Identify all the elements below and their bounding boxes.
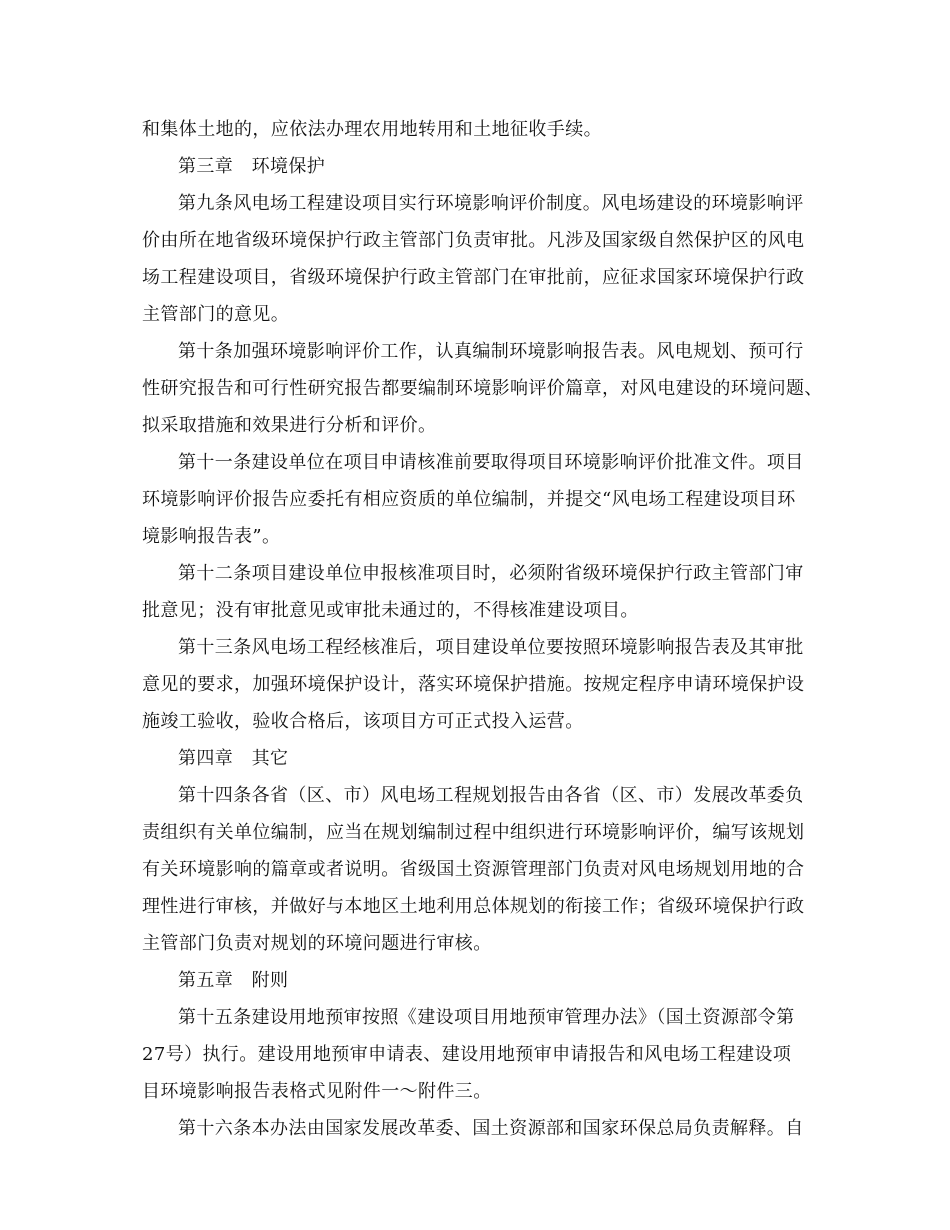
text-line: 性研究报告和可行性研究报告都要编制环境影响评价篇章，对风电建设的环境问题、 <box>142 378 823 399</box>
text-line: 境影响报告表”。 <box>142 526 281 547</box>
text-line: 价由所在地省级环境保护行政主管部门负责审批。凡涉及国家级自然保护区的风电 <box>142 230 805 251</box>
text-line: 和集体土地的，应依法办理农用地转用和土地征收手续。 <box>142 119 602 140</box>
paragraph-line: 第十六条本办法由国家发展改革委、国土资源部和国家环保总局负责解释。自 <box>178 1118 804 1139</box>
paragraph-line: 第十三条风电场工程经核准后，项目建设单位要按照环境影响报告表及其审批 <box>178 637 804 658</box>
text-line: 有关环境影响的篇章或者说明。省级国土资源管理部门负责对风电场规划用地的合 <box>142 859 805 880</box>
chapter-heading: 第四章 其它 <box>178 748 289 769</box>
text-line: 主管部门负责对规划的环境问题进行审核。 <box>142 933 492 954</box>
chapter-heading: 第三章 环境保护 <box>178 156 326 177</box>
text-line: 批意见；没有审批意见或审批未通过的，不得核准建设项目。 <box>142 600 639 621</box>
paragraph-line: 第十四条各省（区、市）风电场工程规划报告由各省（区、市）发展改革委负 <box>178 785 804 806</box>
text-line: 意见的要求，加强环境保护设计，落实环境保护措施。按规定程序申请环境保护设 <box>142 674 805 695</box>
text-line: 主管部门的意见。 <box>142 304 290 325</box>
text-line: 27号）执行。建设用地预审申请表、建设用地预审申请报告和风电场工程建设项 <box>142 1044 792 1065</box>
text-line: 环境影响评价报告应委托有相应资质的单位编制，并提交“风电场工程建设项目环 <box>142 489 796 510</box>
text-line: 理性进行审核，并做好与本地区土地利用总体规划的衔接工作；省级环境保护行政 <box>142 896 805 917</box>
paragraph-line: 第十二条项目建设单位申报核准项目时，必须附省级环境保护行政主管部门审 <box>178 563 804 584</box>
paragraph-line: 第十一条建设单位在项目申请核准前要取得项目环境影响评价批准文件。项目 <box>178 452 804 473</box>
text-line: 责组织有关单位编制，应当在规划编制过程中组织进行环境影响评价，编写该规划 <box>142 822 805 843</box>
text-line: 目环境影响报告表格式见附件一～附件三。 <box>142 1081 492 1102</box>
paragraph-line: 第九条风电场工程建设项目实行环境影响评价制度。风电场建设的环境影响评 <box>178 193 804 214</box>
text-line: 拟采取措施和效果进行分析和评价。 <box>142 415 437 436</box>
chapter-heading: 第五章 附则 <box>178 970 289 991</box>
paragraph-line: 第十五条建设用地预审按照《建设项目用地预审管理办法》（国土资源部令第 <box>178 1007 795 1028</box>
text-line: 场工程建设项目，省级环境保护行政主管部门在审批前，应征求国家环境保护行政 <box>142 267 805 288</box>
text-line: 施竣工验收，验收合格后，该项目方可正式投入运营。 <box>142 711 584 732</box>
paragraph-line: 第十条加强环境影响评价工作，认真编制环境影响报告表。风电规划、预可行 <box>178 341 804 362</box>
